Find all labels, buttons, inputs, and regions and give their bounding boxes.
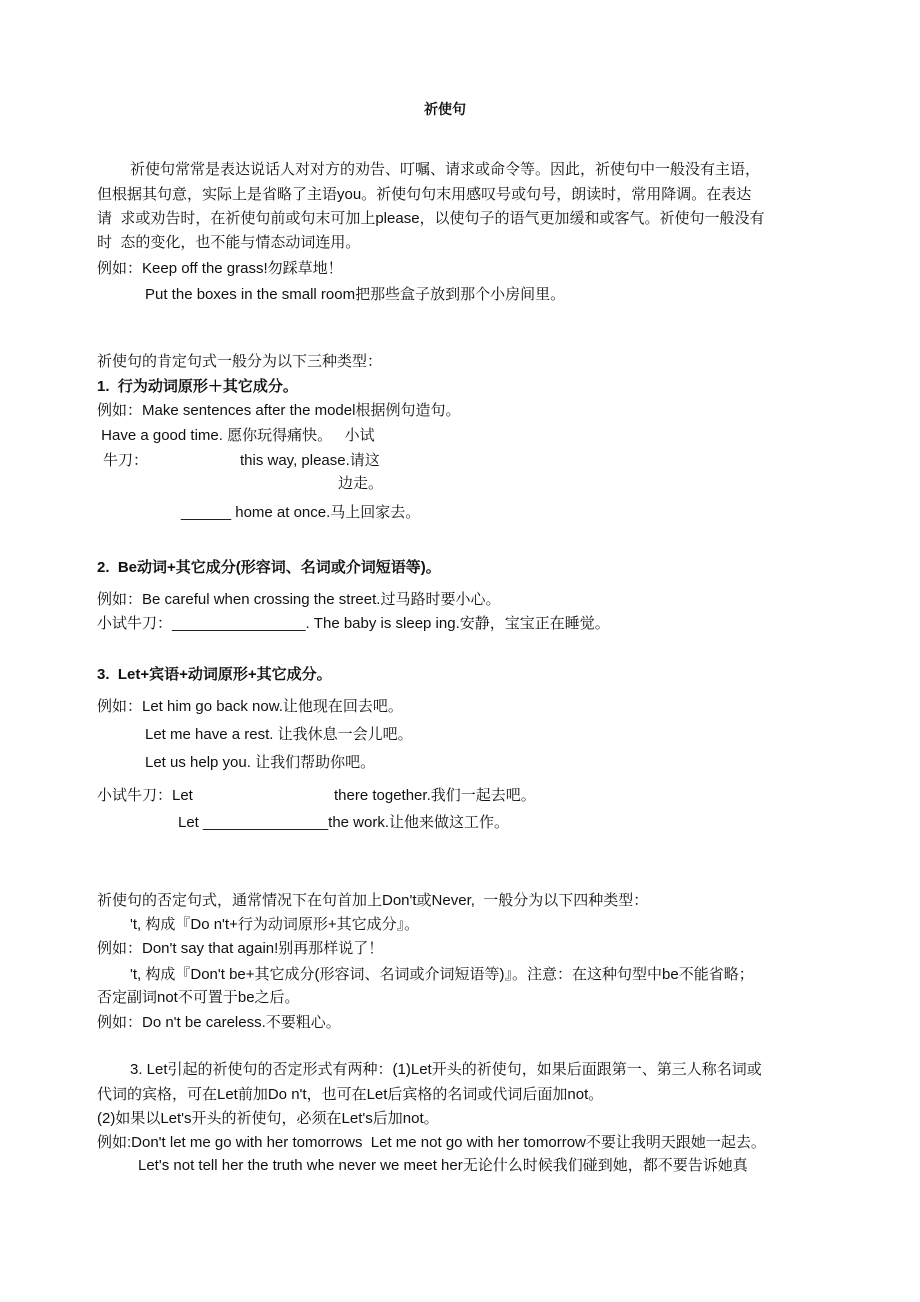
example-line: 例如：Keep off the grass!勿踩草地！ (97, 260, 343, 277)
paragraph-line: 但根据其句意，实际上是省略了主语you。祈使句句末用感叹号或句号，朗读时，常用降调。在表达 (97, 186, 752, 203)
exercise-label: 小试牛刀：Let (97, 787, 193, 804)
example-line: 例如：Let him go back now.让他现在回去吧。 (97, 698, 403, 715)
exercise-line: this way, please.请这 (240, 452, 380, 469)
example-line: Have a good time. 愿你玩得痛快。 小试 (97, 427, 375, 444)
paragraph-line: (2)如果以Let's开头的祈使句，必须在Let's后加not。 (97, 1110, 439, 1127)
example-line: Put the boxes in the small room把那些盒子放到那个小房间里。 (145, 286, 566, 303)
paragraph-line: 't, 构成『Do n't+行为动词原形+其它成分』。 (130, 916, 420, 933)
example-line: Let's not tell her the truth whe never we meet her无论什么时候我们碰到她，都不要告诉她真 (138, 1157, 748, 1174)
example-line: 例如:Don't let me go with her tomorrows Let me not go with her tomorrow不要让我明天跟她一起去。 (97, 1134, 766, 1151)
example-line: 例如：Be careful when crossing the street.过马路时要小心。 (97, 591, 501, 608)
example-line: 例如：Don't say that again!别再那样说了！ (97, 940, 384, 957)
paragraph-line: 否定副词not不可置于be之后。 (97, 989, 300, 1006)
page-title: 祈使句 (424, 101, 466, 117)
type1-title: 1. 行为动词原形＋其它成分。 (97, 378, 298, 395)
exercise-line: ______ home at once.马上回家去。 (181, 504, 421, 521)
paragraph-line: 祈使句的否定句式，通常情况下在句首加上Don't或Never, 一般分为以下四种类型： (97, 892, 649, 909)
exercise-line: there together.我们一起去吧。 (334, 787, 536, 804)
type2-title: 2. Be动词+其它成分(形容词、名词或介词短语等)。 (97, 559, 441, 576)
paragraph-line: 代词的宾格，可在Let前加Do n't，也可在Let后宾格的名词或代词后面加not。 (97, 1086, 604, 1103)
exercise-line: 小试牛刀：________________. The baby is sleep ing.安静，宝宝正在睡觉。 (97, 615, 610, 632)
paragraph-line: 3. Let引起的祈使句的否定形式有两种：(1)Let开头的祈使句，如果后面跟第一、第三人称名词或 (130, 1061, 762, 1078)
example-line: 例如：Make sentences after the model根据例句造句。 (97, 402, 461, 419)
paragraph-line: 祈使句常常是表达说话人对对方的劝告、叮嘱、请求或命令等。因此，祈使句中一般没有主语， (130, 161, 761, 178)
paragraph-line: 请 求或劝告时，在祈使句前或句末可加上please，以使句子的语气更加缓和或客气。祈使句一般没有 (97, 210, 765, 227)
paragraph-line: 时 态的变化，也不能与情态动词连用。 (97, 234, 361, 251)
exercise-line: Let _______________the work.让他来做这工作。 (178, 814, 510, 831)
section-heading: 祈使句的肯定句式一般分为以下三种类型： (97, 353, 383, 370)
example-line: Let us help you. 让我们帮助你吧。 (145, 754, 376, 771)
example-line: 例如：Do n't be careless.不要粗心。 (97, 1014, 341, 1031)
paragraph-line: 't, 构成『Don't be+其它成分(形容词、名词或介词短语等)』。注意：在这种句型中be不能省略； (130, 966, 754, 983)
type3-title: 3. Let+宾语+动词原形+其它成分。 (97, 666, 332, 683)
example-line: Let me have a rest. 让我休息一会儿吧。 (145, 726, 413, 743)
exercise-label: 牛刀： (103, 452, 149, 469)
exercise-line: 边走。 (338, 475, 384, 492)
